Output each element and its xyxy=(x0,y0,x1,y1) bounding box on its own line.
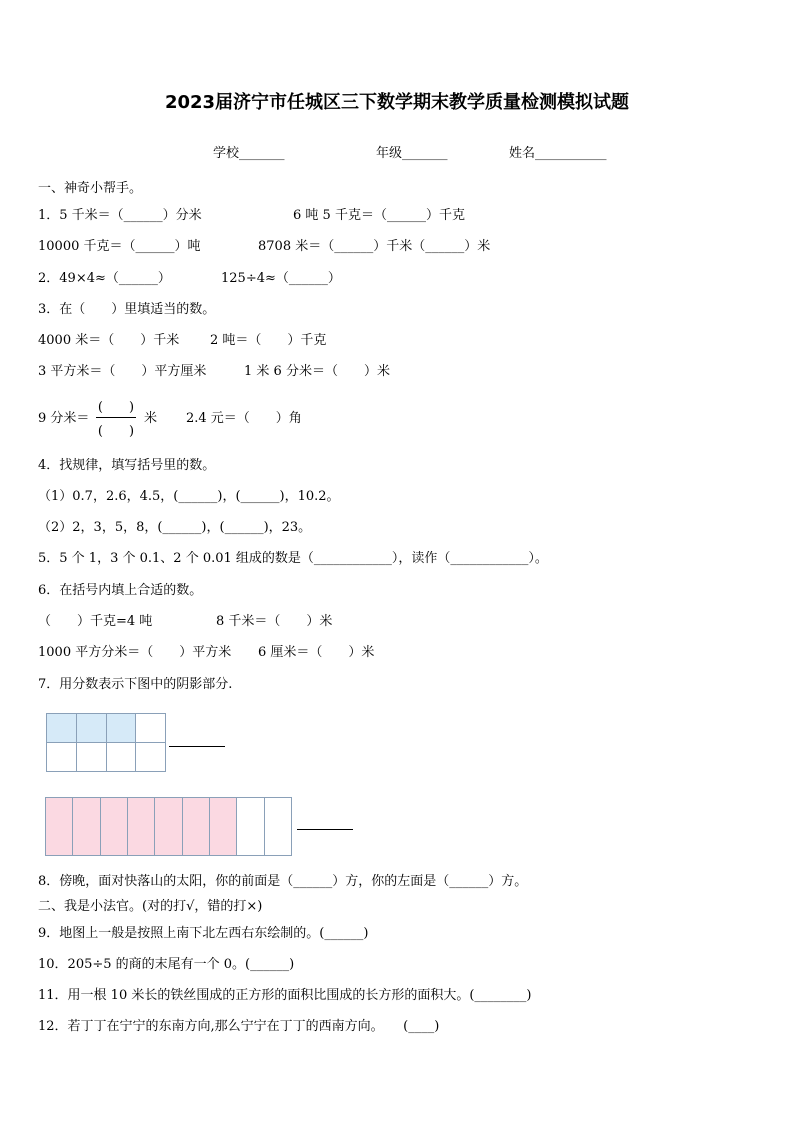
question-2a: 2．49×4≈（______） xyxy=(38,271,171,286)
question-3c: 3 平方米＝（ ）平方厘米 xyxy=(38,364,207,379)
grid-cell xyxy=(209,797,237,856)
grid-cell xyxy=(46,713,77,743)
shaded-grid-2 xyxy=(45,797,291,855)
section-1-heading: 一、神奇小帮手。 xyxy=(38,181,143,196)
question-9: 9．地图上一般是按照上南下北左西右东绘制的。(______) xyxy=(38,926,369,941)
question-2b: 125÷4≈（______） xyxy=(221,271,341,286)
grade-field: 年级_______ xyxy=(376,146,448,161)
question-3f: 2.4 元＝（ ）角 xyxy=(186,411,302,426)
name-field: 姓名___________ xyxy=(509,146,607,161)
section-2-heading: 二、我是小法官。(对的打√，错的打×) xyxy=(38,899,263,914)
question-12: 12．若丁丁在宁宁的东南方向,那么宁宁在丁丁的西南方向。 (____) xyxy=(38,1019,440,1034)
grid-cell xyxy=(236,797,264,856)
grid-cell xyxy=(100,797,128,856)
grid-cell xyxy=(182,797,210,856)
question-6b: 8 千米＝（ ）米 xyxy=(216,614,333,629)
fraction-bar xyxy=(96,417,136,418)
question-11: 11．用一根 10 米长的铁丝围成的正方形的面积比围成的长方形的面积大。(________) xyxy=(38,988,532,1003)
grid-cell xyxy=(106,713,137,743)
question-3b: 2 吨＝（ ）千克 xyxy=(210,333,327,348)
grid-cell xyxy=(135,713,166,743)
grid-cell xyxy=(264,797,292,856)
fraction-denominator: ( ) xyxy=(97,424,135,439)
question-3a: 4000 米＝（ ）千米 xyxy=(38,333,180,348)
grid-cell xyxy=(154,797,182,856)
question-6d: 6 厘米＝（ ）米 xyxy=(258,645,375,660)
grid-cell xyxy=(76,713,107,743)
question-4: 4．找规律，填写括号里的数。 xyxy=(38,458,216,473)
question-1b: 6 吨 5 千克＝（______）千克 xyxy=(293,208,465,223)
question-4b: （2）2，3，5，8，(______)，(______)，23。 xyxy=(38,520,312,535)
question-3e: 9 分米＝ xyxy=(38,411,90,426)
question-6c: 1000 平方分米＝（ ）平方米 xyxy=(38,645,232,660)
question-8: 8．傍晚，面对快落山的太阳，你的前面是（______）方，你的左面是（______）方。 xyxy=(38,874,528,889)
question-1a: 1．5 千米＝（______）分米 xyxy=(38,208,202,223)
grid-cell xyxy=(127,797,155,856)
grid-cell xyxy=(135,742,166,772)
question-4a: （1）0.7，2.6，4.5，(______)，(______)，10.2。 xyxy=(38,489,340,504)
question-7: 7．用分数表示下图中的阴影部分. xyxy=(38,677,233,692)
question-1c: 10000 千克＝（______）吨 xyxy=(38,239,201,254)
page-title: 2023届济宁市任城区三下数学期末教学质量检测模拟试题 xyxy=(164,92,630,113)
grid-cell xyxy=(46,742,77,772)
question-1d: 8708 米＝（______）千米（______）米 xyxy=(258,239,491,254)
answer-line-1 xyxy=(169,746,225,747)
grid-cell xyxy=(72,797,100,856)
question-10: 10．205÷5 的商的末尾有一个 0。(______) xyxy=(38,957,295,972)
question-6: 6．在括号内填上合适的数。 xyxy=(38,583,203,598)
question-3d: 1 米 6 分米＝（ ）米 xyxy=(244,364,390,379)
fraction-blank xyxy=(90,396,142,440)
grid-cell xyxy=(45,797,73,856)
grid-cell xyxy=(76,742,107,772)
question-3: 3．在（ ）里填适当的数。 xyxy=(38,302,216,317)
fraction-numerator: ( ) xyxy=(97,400,135,415)
shaded-grid-1 xyxy=(46,713,165,771)
answer-line-2 xyxy=(297,829,353,830)
question-3e-unit: 米 xyxy=(144,411,158,426)
question-5: 5．5 个 1，3 个 0.1、2 个 0.01 组成的数是（____________），读作（____________）。 xyxy=(38,551,548,566)
grid-cell xyxy=(106,742,137,772)
school-field: 学校_______ xyxy=(213,146,285,161)
question-6a: （ ）千克=4 吨 xyxy=(38,614,153,629)
